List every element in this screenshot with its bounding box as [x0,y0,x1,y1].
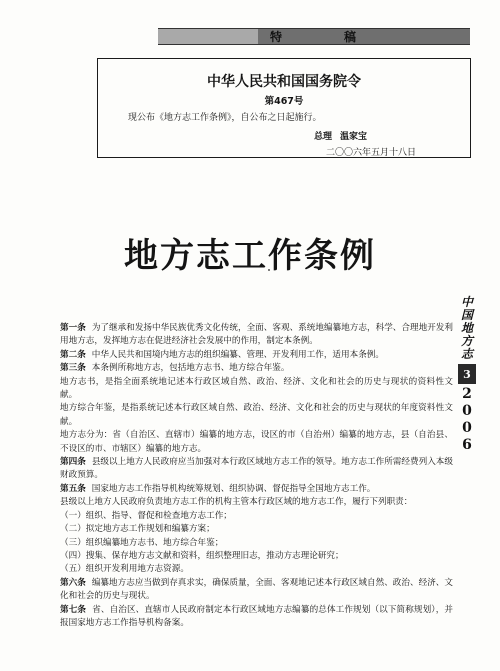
article-text: 省、自治区、直辖市人民政府制定本行政区域地方志编纂的总体工作规划（以下简称规划），并报国家地方志工作指导机构备案。 [60,604,453,628]
article-label: 第七条 [60,604,87,615]
article-text: （二）拟定地方志工作规划和编纂方案； [60,524,215,535]
document-title: 地方志工作条例 [124,236,376,276]
article-text: 本条例所称地方志，包括地方志书、地方综合年鉴。 [91,363,290,374]
article-text: 中华人民共和国境内地方志的组织编纂、管理、开发利用工作，适用本条例。 [91,349,384,360]
masthead-char: 中 [460,295,473,309]
signer-title: 总理 [314,132,333,142]
article-text: （一）组织、指导、督促和检查地方志工作； [60,510,232,521]
article-paragraph [60,563,453,576]
masthead-year-digit: 6 [462,437,472,453]
masthead-char: 志 [460,347,473,361]
issue-badge: 3 [458,364,476,384]
masthead-char: 方 [460,334,473,348]
article-paragraph [60,376,453,403]
article-text: 地方综合年鉴，是指系统记述本行政区域自然、政治、经济、文化和社会的历史与现状的年度资料性文献。 [60,403,453,427]
masthead-year-digit: 2 [462,386,472,402]
article-paragraph [60,577,453,604]
masthead-year-digit: 0 [462,403,472,419]
article-paragraph [60,523,453,536]
article-text: 编纂地方志应当做到存真求实，确保质量，全面、客观地记述本行政区域自然、政治、经济、文化和社会的历史与现状。 [60,577,453,602]
article-label: 第五条 [60,483,86,494]
article-text: （五）组织开发利用地方志资源。 [60,564,189,575]
masthead-char: 地 [460,321,473,335]
decree-number: 第467号 [264,96,304,107]
banner-char-left: 特 [269,30,284,44]
decree-body: 现公布《地方志工作条例》，自公布之日起施行。 [128,113,322,123]
article-paragraph [60,349,453,362]
article-label: 第四条 [60,457,86,468]
article-text: （四）搜集、保存地方志文献和资料，组织整理旧志，推动方志理论研究； [60,550,344,561]
article-paragraph [60,604,453,631]
article-paragraph [60,322,453,349]
article-label: 第一条 [60,323,86,333]
article-label: 第二条 [60,349,86,360]
article-paragraph [60,510,453,523]
article-body [60,322,453,630]
article-text: （三）组织编纂地方志书、地方综合年鉴； [60,537,224,548]
decree-signature [314,129,367,142]
article-text: 县级以上地方人民政府负责地方志工作的机构主管本行政区域的地方志工作，履行下列职责： [60,497,413,508]
article-paragraph [60,456,453,483]
banner-text [158,29,470,44]
masthead-year-digit: 0 [462,420,472,436]
masthead-char: 国 [460,308,473,322]
decree-date: 二〇〇六年五月十八日 [326,148,417,158]
article-paragraph [60,537,453,550]
decree-box [97,58,471,158]
article-text: 地方志分为：省（自治区、直辖市）编纂的地方志，设区的市（自治州）编纂的地方志，县（自治县、不设区的市、市辖区）编纂的地方志。 [60,430,453,454]
article-paragraph [60,483,453,496]
feature-banner [158,28,470,45]
article-paragraph [60,402,453,429]
article-text: 地方志书，是指全面系统地记述本行政区域自然、政治、经济、文化和社会的历史与现状的资料性文献。 [60,376,453,401]
article-text: 国家地方志工作指导机构统筹规划、组织协调、督促指导全国地方志工作。 [91,483,376,494]
article-text: 县级以上地方人民政府应当加强对本行政区域地方志工作的领导。地方志工作所需经费列入本级财政预算。 [60,457,453,481]
article-label: 第六条 [60,577,86,588]
decree-title: 中华人民共和国国务院令 [207,74,361,90]
article-paragraph [60,550,453,563]
article-label: 第三条 [60,363,86,374]
article-paragraph [60,429,453,456]
article-text: 为了继承和发扬中华民族优秀文化传统，全面、客观、系统地编纂地方志，科学、合理地开发利用地方志，发挥地方志在促进经济社会发展中的作用，制定本条例。 [60,323,453,347]
article-paragraph [60,362,453,375]
journal-masthead [457,296,477,452]
article-paragraph [60,496,453,509]
signer-name: 温家宝 [340,132,368,142]
banner-char-right: 稿 [344,30,359,44]
